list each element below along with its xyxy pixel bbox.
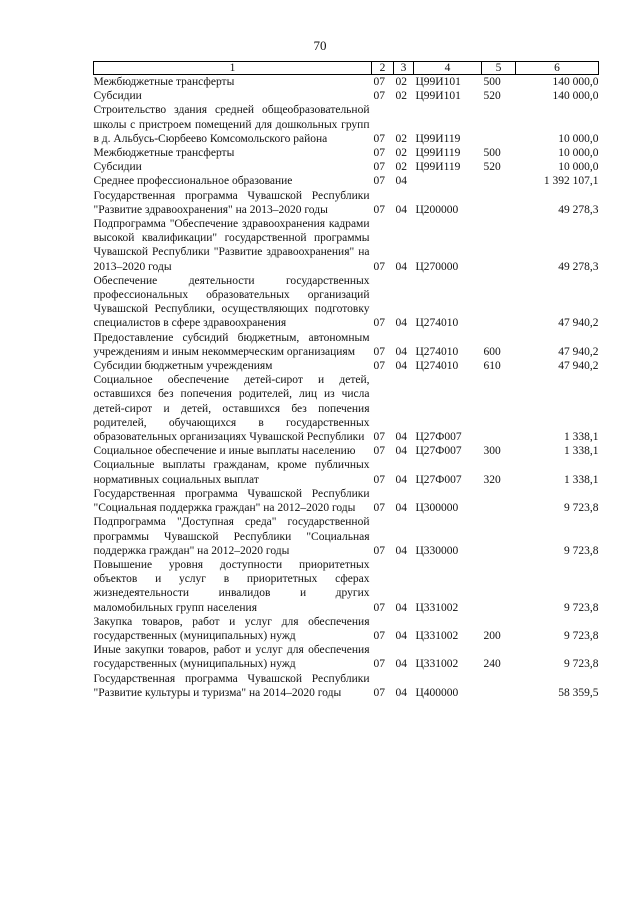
row-expense-type	[482, 487, 516, 515]
row-amount: 1 338,1	[564, 431, 599, 444]
row-expense-type	[482, 274, 516, 331]
table-row	[94, 615, 599, 643]
row-target-article: Ц300000	[415, 502, 459, 515]
row-subsection: 02	[395, 76, 407, 88]
header-col-4: 4	[414, 62, 482, 75]
table-row	[94, 160, 599, 174]
table-row	[94, 558, 599, 615]
table-row	[94, 189, 599, 217]
row-name: Закупка товаров, работ и услуг для обеспечения государственных (муниципальных) нужд	[93, 615, 370, 642]
row-amount: 47 940,2	[558, 360, 599, 373]
row-target-article: Ц274010	[415, 345, 459, 358]
row-subsection: 04	[395, 544, 407, 557]
row-subsection: 04	[395, 658, 407, 671]
row-section: 07	[373, 175, 385, 188]
row-expense-type	[482, 672, 516, 700]
row-target-article: Ц99И101	[415, 90, 461, 103]
table-row	[94, 444, 599, 458]
row-subsection: 04	[395, 629, 407, 642]
row-amount: 1 392 107,1	[543, 175, 599, 188]
row-amount: 9 723,8	[564, 629, 599, 642]
row-target-article: Ц27Ф007	[415, 473, 462, 486]
table-row	[94, 487, 599, 515]
table-row	[94, 217, 599, 274]
row-amount: 10 000,0	[558, 147, 599, 160]
row-name: Субсидии	[93, 161, 142, 174]
row-amount: 140 000,0	[552, 90, 599, 103]
header-col-2: 2	[372, 62, 394, 75]
row-name: Иные закупки товаров, работ и услуг для обеспечения государственных (муниципальных) нужд	[93, 644, 370, 671]
row-section: 07	[373, 203, 385, 216]
row-subsection: 04	[395, 360, 407, 373]
row-section: 07	[373, 629, 385, 642]
row-name: Подпрограмма "Обеспечение здравоохранения кадрами высокой квалификации" государственной программы Чувашской Республики "Развитие здравоохранения" на 2013–2020 годы	[93, 218, 370, 273]
row-section: 07	[373, 345, 385, 358]
row-amount: 9 723,8	[564, 544, 599, 557]
row-subsection: 02	[395, 147, 407, 160]
row-target-article: Ц400000	[415, 686, 459, 699]
row-amount: 9 723,8	[564, 658, 599, 671]
row-expense-type: 520	[483, 161, 501, 174]
row-target-article: Ц99И119	[415, 147, 461, 160]
row-subsection: 02	[395, 132, 407, 145]
row-section: 07	[373, 147, 385, 160]
row-subsection: 02	[395, 161, 407, 174]
row-section: 07	[373, 473, 385, 486]
row-section: 07	[373, 132, 385, 145]
row-name: Государственная программа Чувашской Республики "Социальная поддержка граждан" на 2012–2020 годы	[93, 487, 370, 515]
row-amount: 47 940,2	[558, 345, 599, 358]
row-amount: 58 359,5	[558, 686, 599, 699]
row-subsection: 04	[395, 431, 407, 444]
row-expense-type	[482, 558, 516, 615]
header-col-3: 3	[394, 62, 414, 75]
row-target-article: Ц27Ф007	[415, 431, 462, 444]
table-row	[94, 146, 599, 160]
row-target-article: Ц331002	[415, 601, 459, 614]
row-name: Государственная программа Чувашской Республики "Развитие здравоохранения" на 2013–2020 годы	[93, 189, 370, 216]
row-amount: 49 278,3	[558, 203, 599, 216]
row-amount: 49 278,3	[558, 260, 599, 273]
table-header-row	[94, 62, 599, 75]
row-section: 07	[373, 161, 385, 174]
table-row	[94, 672, 599, 700]
table-row	[94, 458, 599, 486]
row-name: Строительство здания средней общеобразовательной школы с пристроем помещений для дошкольных групп в д. Альбусь-Сюрбеево Комсомольского района	[93, 104, 370, 145]
row-expense-type	[482, 515, 516, 558]
row-subsection: 04	[395, 445, 407, 458]
row-target-article: Ц270000	[415, 260, 459, 273]
row-name: Социальные выплаты гражданам, кроме публичных нормативных социальных выплат	[93, 459, 370, 486]
row-target-article: Ц27Ф007	[415, 445, 462, 458]
row-subsection: 04	[395, 203, 407, 216]
row-subsection: 04	[395, 260, 407, 273]
row-target-article: Ц274010	[415, 317, 459, 330]
row-expense-type: 520	[483, 90, 501, 103]
row-target-article: Ц274010	[415, 360, 459, 373]
row-subsection: 04	[395, 686, 407, 699]
row-amount: 140 000,0	[552, 76, 599, 88]
row-amount: 1 338,1	[564, 473, 599, 486]
row-target-article: Ц330000	[415, 544, 459, 557]
row-amount: 10 000,0	[558, 161, 599, 174]
table-row	[94, 359, 599, 373]
header-col-6: 6	[516, 62, 599, 75]
table-body	[94, 75, 599, 700]
table-row	[94, 331, 599, 359]
row-subsection: 04	[395, 317, 407, 330]
table-row	[94, 103, 599, 146]
row-section: 07	[373, 502, 385, 515]
row-target-article: Ц99И119	[415, 132, 461, 145]
row-section: 07	[373, 360, 385, 373]
row-expense-type: 320	[483, 473, 501, 486]
row-name: Государственная программа Чувашской Республики "Развитие культуры и туризма" на 2014–2020 годы	[93, 672, 370, 699]
row-expense-type: 200	[483, 629, 501, 642]
header-col-5: 5	[482, 62, 516, 75]
row-target-article: Ц99И119	[415, 161, 461, 174]
row-expense-type	[482, 373, 516, 444]
header-col-1: 1	[94, 62, 372, 75]
row-expense-type: 610	[483, 360, 501, 373]
row-amount: 9 723,8	[564, 502, 599, 515]
row-target-article: Ц99И101	[415, 76, 461, 88]
row-expense-type: 500	[483, 147, 501, 160]
row-expense-type	[482, 103, 516, 146]
row-target-article: Ц331002	[415, 629, 459, 642]
row-section: 07	[373, 431, 385, 444]
row-subsection: 04	[395, 473, 407, 486]
row-name: Субсидии	[93, 90, 142, 103]
row-subsection: 04	[395, 345, 407, 358]
row-name: Предоставление субсидий бюджетным, автономным учреждениям и иным некоммерческим организациям	[93, 331, 370, 358]
table-row	[94, 373, 599, 444]
row-section: 07	[373, 260, 385, 273]
row-expense-type: 500	[483, 76, 501, 88]
row-name: Подпрограмма "Доступная среда" государственной программы Чувашской Республики "Социальная поддержка граждан" на 2012–2020 годы	[93, 516, 370, 557]
row-section: 07	[373, 658, 385, 671]
row-section: 07	[373, 90, 385, 103]
row-target-article: Ц200000	[415, 203, 459, 216]
row-subsection: 02	[395, 90, 407, 103]
row-subsection: 04	[395, 502, 407, 515]
row-name: Среднее профессиональное образование	[93, 175, 293, 188]
row-expense-type: 240	[483, 658, 501, 671]
row-expense-type: 300	[483, 445, 501, 458]
row-section: 07	[373, 601, 385, 614]
row-section: 07	[373, 445, 385, 458]
budget-table	[93, 61, 599, 700]
table-row	[94, 89, 599, 103]
row-name: Субсидии бюджетным учреждениям	[93, 360, 273, 373]
table-row	[94, 643, 599, 671]
row-section: 07	[373, 76, 385, 88]
row-amount: 10 000,0	[558, 132, 599, 145]
row-name: Социальное обеспечение и иные выплаты населению	[93, 445, 356, 458]
row-expense-type: 600	[483, 345, 501, 358]
row-name: Межбюджетные трансферты	[93, 76, 235, 88]
row-section: 07	[373, 544, 385, 557]
row-name: Социальное обеспечение детей-сирот и детей, оставшихся без попечения родителей, лиц из числа детей-сирот и детей, оставшихся без попечения родителей, обучающихся в государственных образовательных организациях Чувашской Республики	[93, 374, 370, 444]
row-expense-type	[482, 174, 516, 188]
row-subsection: 04	[395, 175, 407, 188]
row-section: 07	[373, 686, 385, 699]
row-target-article	[414, 174, 482, 188]
row-target-article: Ц331002	[415, 658, 459, 671]
table-row	[94, 174, 599, 188]
row-amount: 1 338,1	[564, 445, 599, 458]
row-name: Межбюджетные трансферты	[93, 147, 235, 160]
row-amount: 47 940,2	[558, 317, 599, 330]
table-row	[94, 515, 599, 558]
page-number: 70	[313, 38, 327, 53]
table-row	[94, 274, 599, 331]
row-name: Повышение уровня доступности приоритетных объектов и услуг в приоритетных сферах жизнедеятельности инвалидов и других маломобильных групп населения	[93, 558, 370, 614]
row-expense-type	[482, 189, 516, 217]
row-name: Обеспечение деятельности государственных профессиональных образовательных организаций Чувашской Республики, осуществляющих подготовку специалистов в сфере здравоохранения	[93, 274, 370, 330]
row-subsection: 04	[395, 601, 407, 614]
table-row	[94, 75, 599, 90]
row-section: 07	[373, 317, 385, 330]
row-amount: 9 723,8	[564, 601, 599, 614]
row-expense-type	[482, 217, 516, 274]
